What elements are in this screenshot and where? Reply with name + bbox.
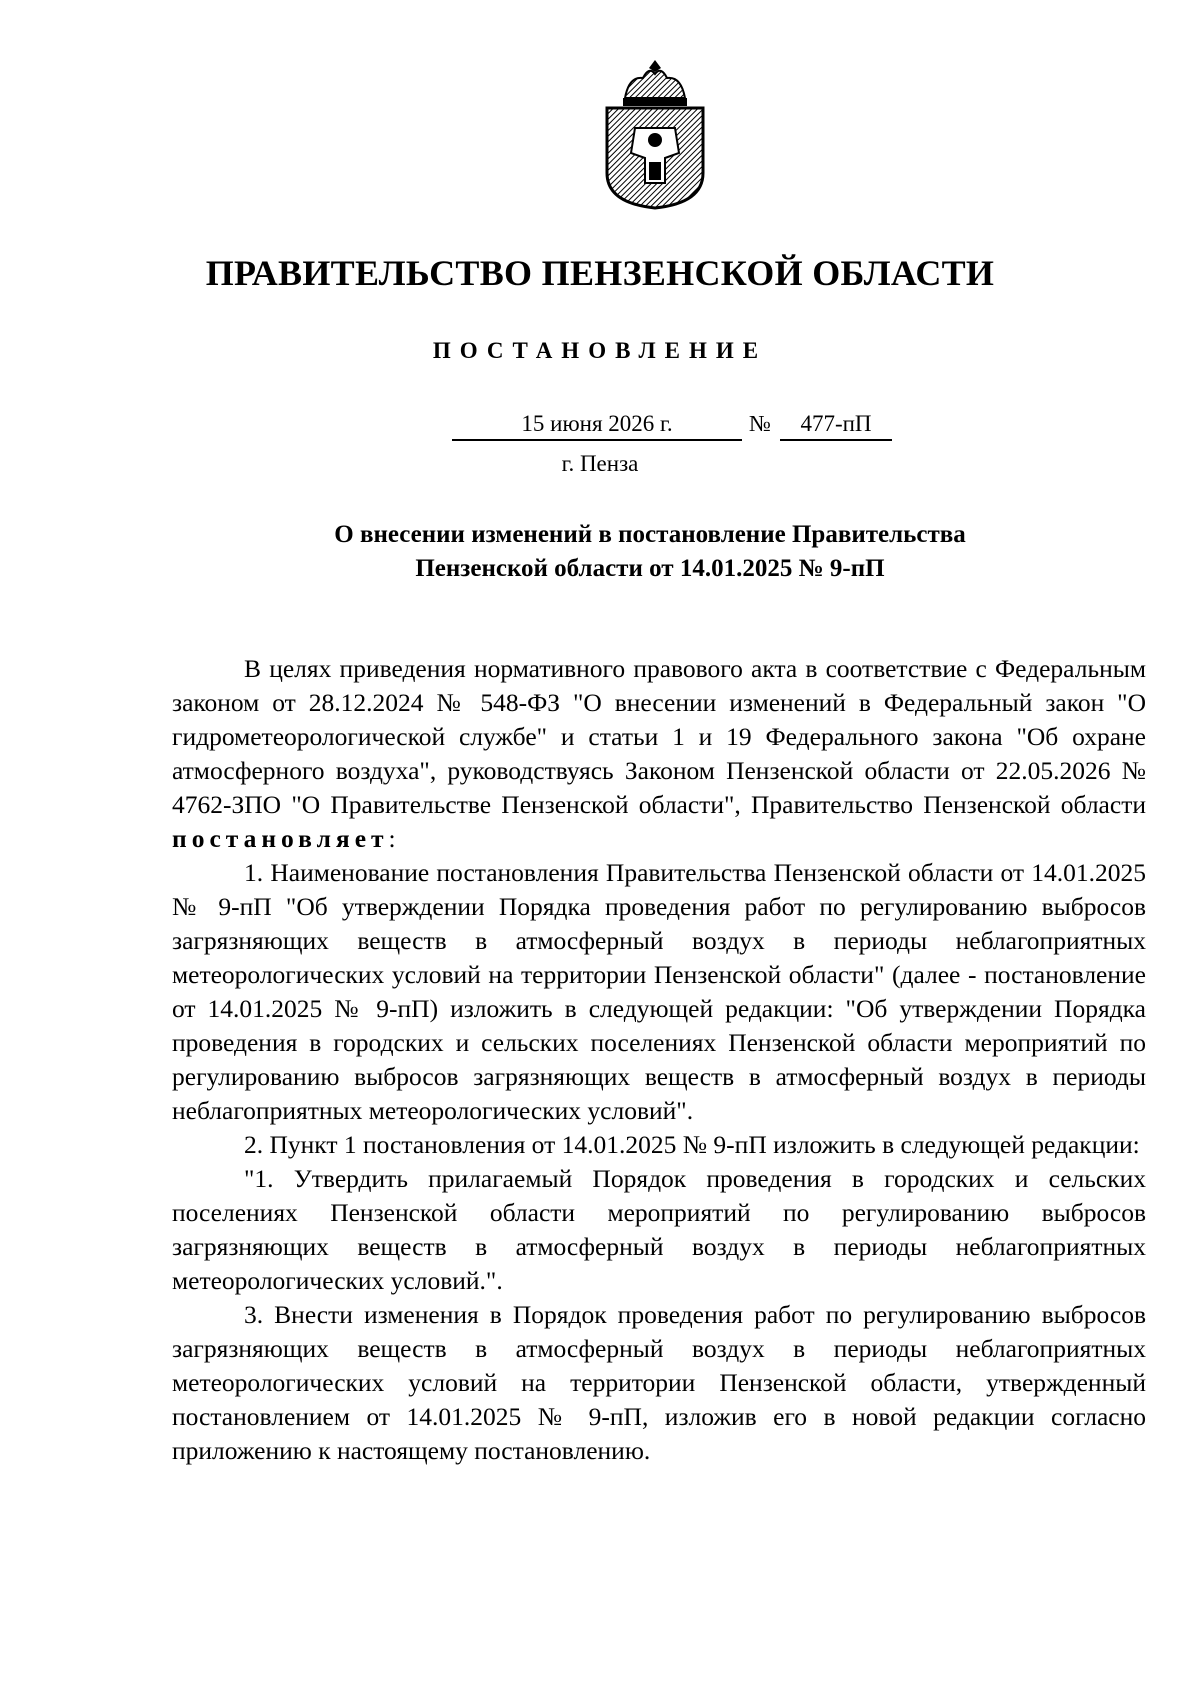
document-city: г. Пенза xyxy=(561,451,639,476)
subject-line-2: Пензенской области от 14.01.2025 № 9-пП xyxy=(415,555,885,582)
number-sign: № xyxy=(749,411,771,436)
item-2-paragraph: 2. Пункт 1 постановления от 14.01.2025 № 9-пП изложить в следующей редакции: xyxy=(244,1130,1140,1159)
item-1-paragraph: 1. Наименование постановления Правительства Пензенской области от 14.01.2025 № 9-пП "Об утверждении Порядка проведения работ по регулированию выбросов загрязняющих веществ в атмосферный воздух в периоды неблагоприятных метеорологических условий на территории Пензенской области" (далее - постановление от 14.01.2025 № 9-пП) изложить в следующей редакции: "Об утверждении Порядка проведения в городских и сельских поселениях Пензенской области мероприятий по регулированию выбросов загрязняющих веществ в атмосферный воздух в периоды неблагоприятных метеорологических условий". xyxy=(172,858,1146,1125)
organization-title: ПРАВИТЕЛЬСТВО ПЕНЗЕНСКОЙ ОБЛАСТИ xyxy=(205,253,995,293)
document-body xyxy=(172,652,1146,1468)
document-number: 477-пП xyxy=(780,411,892,441)
document-date: 15 июня 2026 г. xyxy=(452,411,742,441)
preamble-colon: : xyxy=(388,824,396,853)
document-subject xyxy=(290,518,1010,586)
preamble-paragraph xyxy=(172,652,1146,856)
document-type: ПОСТАНОВЛЕНИЕ xyxy=(432,338,768,363)
item-3-paragraph: 3. Внести изменения в Порядок проведения работ по регулированию выбросов загрязняющих веществ в атмосферный воздух в периоды неблагоприятных метеорологических условий на территории Пензенской области, утвержденный постановлением от 14.01.2025 № 9-пП, изложив его в новой редакции согласно приложению к настоящему постановлению. xyxy=(172,1300,1146,1465)
item-2-quote-paragraph: "1. Утвердить прилагаемый Порядок проведения в городских и сельских поселениях Пензенской области мероприятий по регулированию выбросов загрязняющих веществ в атмосферный воздух в периоды неблагоприятных метеорологических условий.". xyxy=(172,1164,1146,1295)
subject-line-1: О внесении изменений в постановление Правительства xyxy=(334,521,966,548)
coat-of-arms-icon xyxy=(595,58,715,210)
preamble-text: В целях приведения нормативного правового акта в соответствие с Федеральным законом от 28.12.2024 № 548-ФЗ "О внесении изменений в Федеральный закон "О гидрометеорологической службе" и статьи 1 и 19 Федерального закона "Об охране атмосферного воздуха", руководствуясь Законом Пензенской области от 22.05.2026 № 4762-ЗПО "О Правительстве Пензенской области", Правительство Пензенской области xyxy=(172,654,1146,819)
resolves-word: постановляет xyxy=(172,824,389,853)
